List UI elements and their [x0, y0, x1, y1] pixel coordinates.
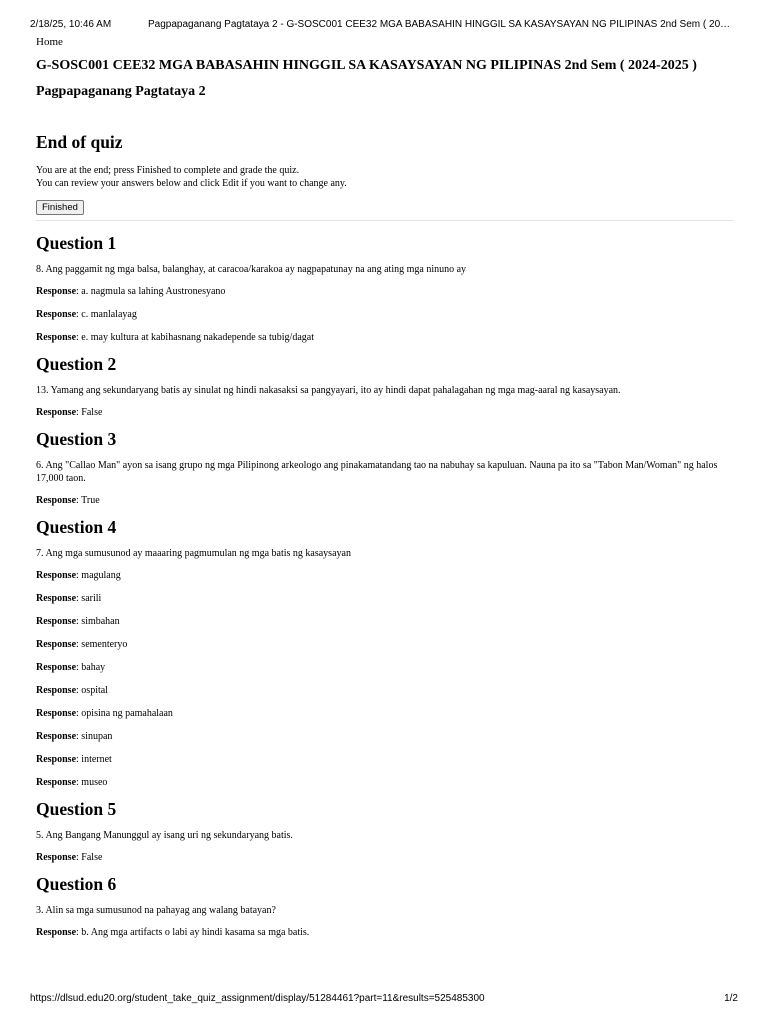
question-block	[36, 799, 734, 864]
response-label: Response	[36, 731, 77, 742]
response-value: sementeryo	[81, 639, 128, 650]
response-value: e. may kultura at kabihasnang nakadepende sa tubig/dagat	[81, 332, 314, 343]
response-value: False	[81, 407, 103, 418]
question-text: 5. Ang Bangang Manunggul ay isang uri ng sekundaryang batis.	[36, 830, 293, 841]
question-block	[36, 874, 734, 939]
instruction-line-2: You can review your answers below and click Edit if you want to change any.	[36, 178, 347, 189]
response-item: Response: magulang	[36, 570, 121, 581]
question-text: 3. Alin sa mga sumusunod na pahayag ang walang batayan?	[36, 905, 276, 916]
response-item: Response: a. nagmula sa lahing Austronesyano	[36, 286, 226, 297]
response-label: Response	[36, 685, 77, 696]
response-label: Response	[36, 927, 77, 938]
print-datetime: 2/18/25, 10:46 AM	[30, 19, 112, 30]
response-label: Response	[36, 616, 77, 627]
response-value: sinupan	[81, 731, 113, 742]
response-item: Response: simbahan	[36, 616, 120, 627]
response-item: Response: False	[36, 852, 103, 863]
response-label: Response	[36, 639, 77, 650]
response-item: Response: ospital	[36, 685, 108, 696]
response-label: Response	[36, 852, 77, 863]
end-of-quiz-instructions	[36, 164, 347, 190]
response-label: Response	[36, 662, 77, 673]
question-list	[36, 233, 734, 949]
question-heading: Question 6	[36, 874, 117, 894]
response-value: opisina ng pamahalaan	[81, 708, 173, 719]
response-value: False	[81, 852, 103, 863]
response-item: Response: bahay	[36, 662, 106, 673]
question-heading: Question 4	[36, 517, 117, 537]
response-label: Response	[36, 309, 77, 320]
question-heading: Question 2	[36, 354, 117, 374]
response-value: True	[81, 495, 100, 506]
home-link[interactable]: Home	[36, 36, 63, 48]
question-heading: Question 1	[36, 233, 117, 253]
question-heading: Question 3	[36, 429, 117, 449]
response-item: Response: False	[36, 407, 103, 418]
response-value: b. Ang mga artifacts o labi ay hindi kasama sa mga batis.	[81, 927, 310, 938]
question-block	[36, 429, 734, 507]
question-text: 8. Ang paggamit ng mga balsa, balanghay, at caracoa/karakoa ay nagpapatunay na ang ating mga ninuno ay	[36, 264, 467, 275]
response-label: Response	[36, 777, 77, 788]
print-header	[30, 19, 738, 30]
response-label: Response	[36, 495, 77, 506]
question-heading: Question 5	[36, 799, 117, 819]
question-text: 7. Ang mga sumusunod ay maaaring pagmumulan ng mga batis ng kasaysayan	[36, 548, 351, 559]
response-value: a. nagmula sa lahing Austronesyano	[81, 286, 226, 297]
print-url: https://dlsud.edu20.org/student_take_quiz_assignment/display/51284461?part=11&results=525485300	[30, 993, 485, 1004]
response-value: simbahan	[81, 616, 120, 627]
response-item: Response: museo	[36, 777, 108, 788]
question-block	[36, 354, 734, 419]
question-text: 13. Yamang ang sekundaryang batis ay sinulat ng hindi nakasaksi sa pangyayari, ito ay hindi dapat pahalagahan ng mga mag-aaral ng kasaysayan.	[36, 385, 621, 396]
finished-button[interactable]: Finished	[36, 200, 84, 215]
divider	[36, 220, 734, 221]
response-item: Response: True	[36, 495, 100, 506]
response-item: Response: sinupan	[36, 731, 113, 742]
response-value: bahay	[81, 662, 106, 673]
print-footer	[30, 993, 738, 1004]
response-item: Response: opisina ng pamahalaan	[36, 708, 173, 719]
question-block	[36, 233, 734, 344]
response-label: Response	[36, 754, 77, 765]
response-label: Response	[36, 332, 77, 343]
response-value: magulang	[81, 570, 121, 581]
response-item: Response: internet	[36, 754, 112, 765]
response-item: Response: sarili	[36, 593, 102, 604]
question-block	[36, 517, 734, 789]
print-page-title: Pagpapaganang Pagtataya 2 - G-SOSC001 CEE32 MGA BABASAHIN HINGGIL SA KASAYSAYAN NG PILIPINAS 2nd Sem ( 20…	[148, 19, 731, 30]
response-label: Response	[36, 570, 77, 581]
response-label: Response	[36, 708, 77, 719]
response-value: ospital	[81, 685, 108, 696]
response-item: Response: b. Ang mga artifacts o labi ay hindi kasama sa mga batis.	[36, 927, 310, 938]
response-item: Response: e. may kultura at kabihasnang nakadepende sa tubig/dagat	[36, 332, 314, 343]
response-label: Response	[36, 286, 77, 297]
response-label: Response	[36, 407, 77, 418]
response-value: sarili	[81, 593, 102, 604]
response-item: Response: c. manlalayag	[36, 309, 137, 320]
print-page-number: 1/2	[724, 993, 738, 1004]
end-of-quiz-heading: End of quiz	[36, 132, 123, 152]
question-text: 6. Ang "Callao Man" ayon sa isang grupo ng mga Pilipinong arkeologo ang pinakamatandang tao na nabuhay sa kapuluan. Nauna pa ito sa "Tabon Man/Woman" ng halos 17,000 taon.	[36, 460, 718, 484]
response-item: Response: sementeryo	[36, 639, 128, 650]
response-value: museo	[81, 777, 108, 788]
response-label: Response	[36, 593, 77, 604]
response-value: internet	[81, 754, 112, 765]
instruction-line-1: You are at the end; press Finished to complete and grade the quiz.	[36, 165, 300, 176]
quiz-name: Pagpapaganang Pagtataya 2	[36, 84, 206, 99]
response-value: c. manlalayag	[81, 309, 137, 320]
course-title: G-SOSC001 CEE32 MGA BABASAHIN HINGGIL SA KASAYSAYAN NG PILIPINAS 2nd Sem ( 2024-2025 )	[36, 58, 697, 73]
